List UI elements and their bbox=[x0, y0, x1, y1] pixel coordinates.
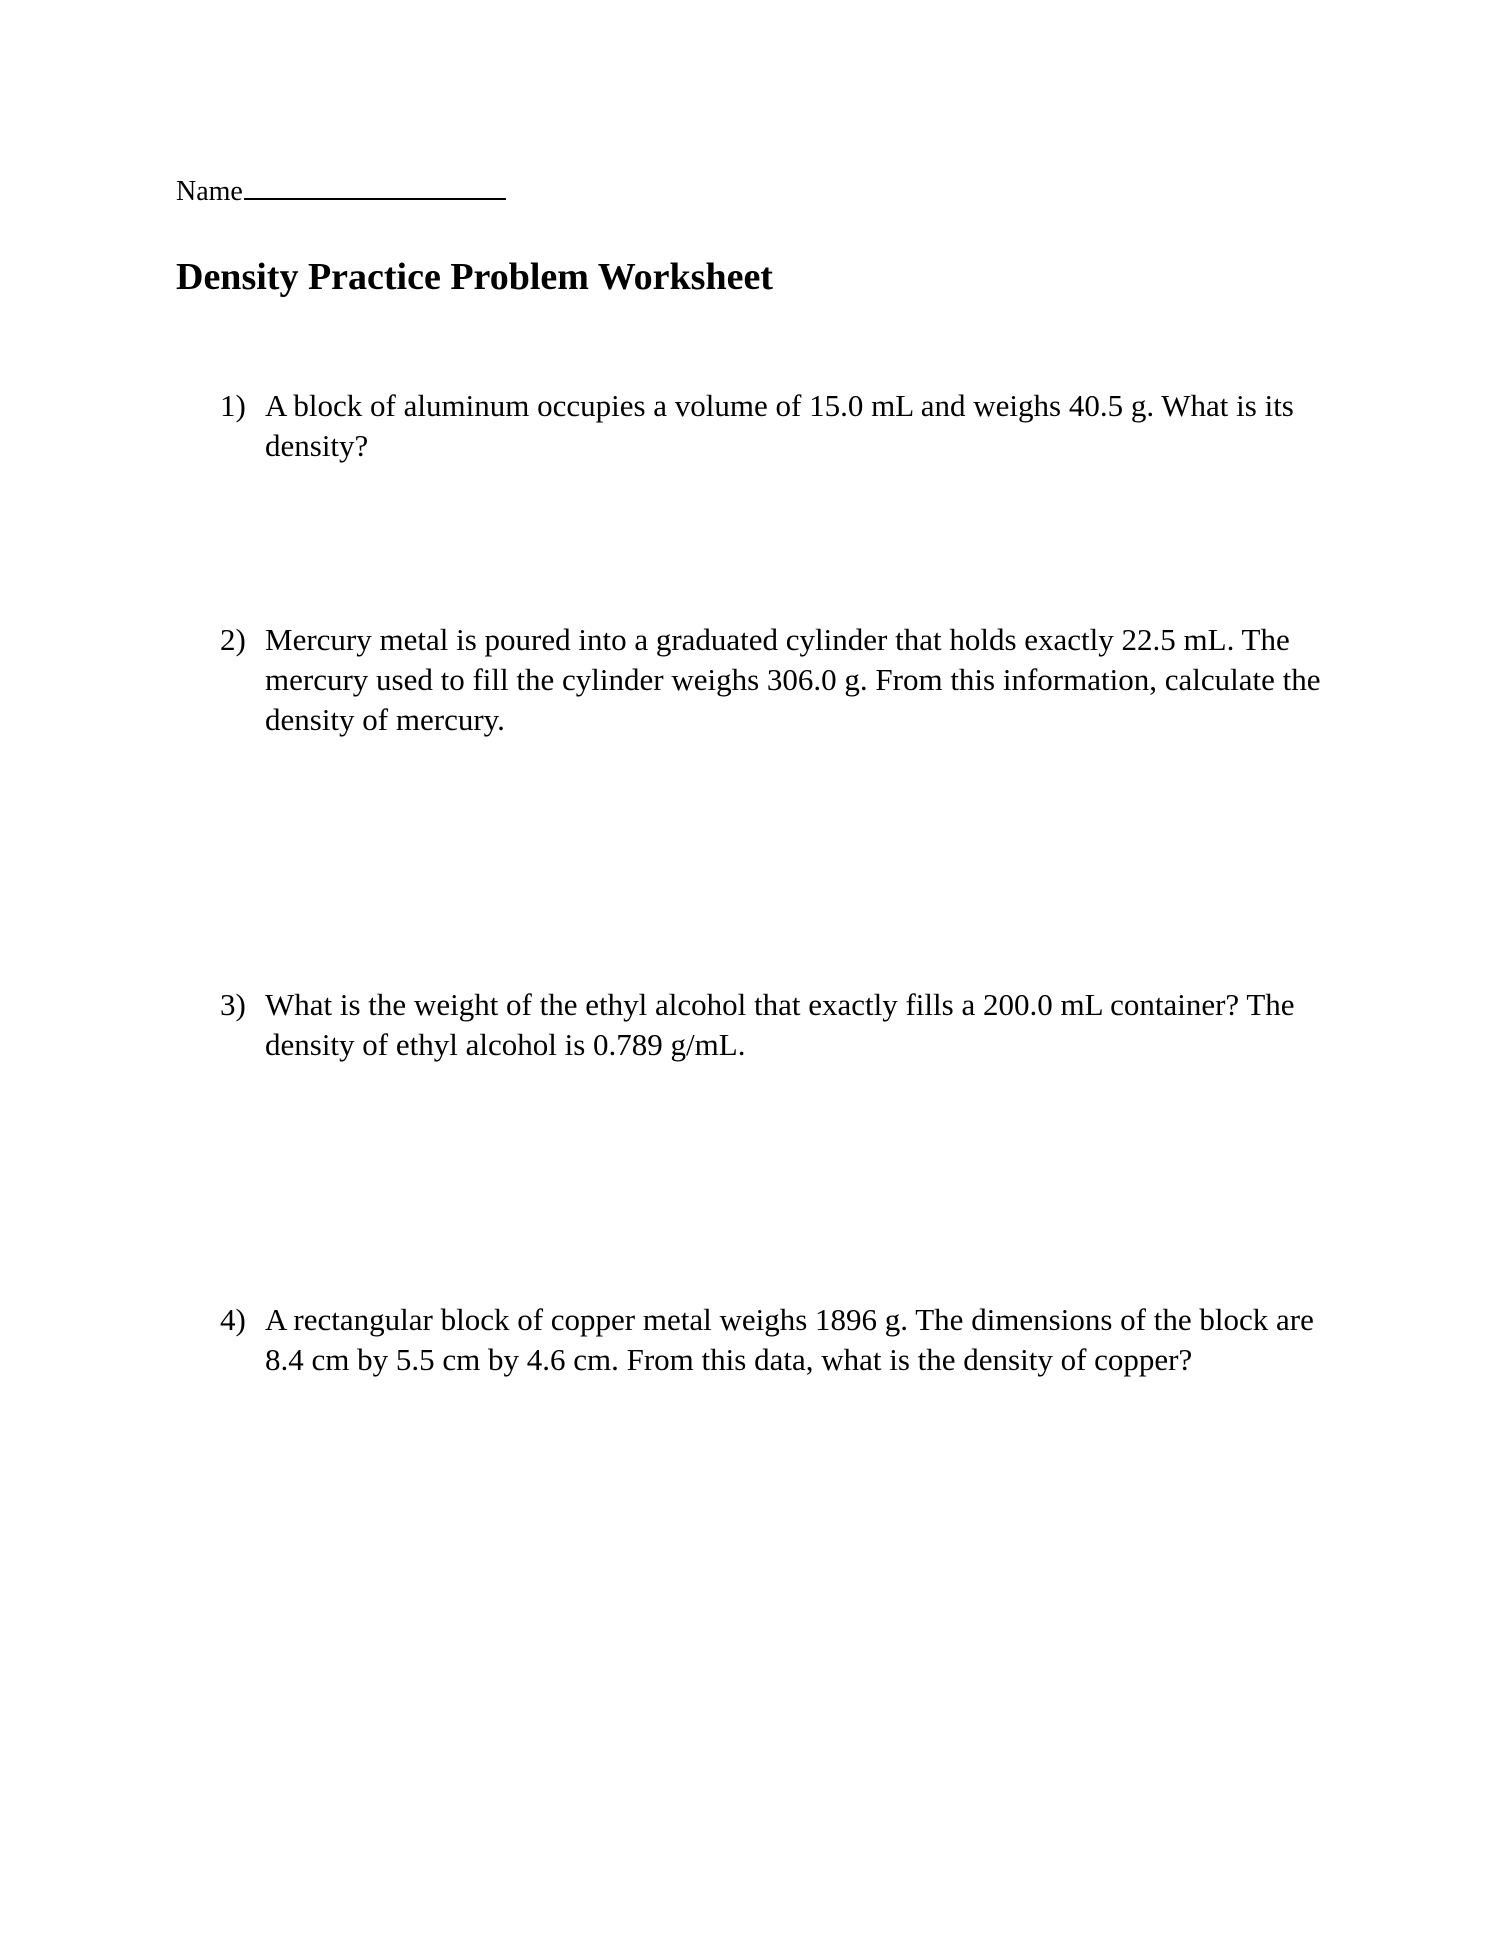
problem-3 bbox=[220, 985, 1340, 1065]
problem-text: A rectangular block of copper metal weighs 1896 g. The dimensions of the block are 8.4 cm by 5.5 cm by 4.6 cm. From this data, what is the density of copper? bbox=[265, 1302, 1314, 1377]
name-field bbox=[176, 172, 506, 210]
problem-text: What is the weight of the ethyl alcohol that exactly fills a 200.0 mL container? The density of ethyl alcohol is 0.789 g/mL. bbox=[265, 987, 1295, 1062]
problem-number: 1) bbox=[220, 388, 246, 423]
problem-number: 3) bbox=[220, 987, 246, 1022]
problem-number: 2) bbox=[220, 622, 246, 657]
problem-1 bbox=[220, 386, 1340, 466]
name-label: Name bbox=[176, 176, 243, 207]
problem-text: A block of aluminum occupies a volume of 15.0 mL and weighs 40.5 g. What is its density? bbox=[265, 388, 1294, 463]
problem-number: 4) bbox=[220, 1302, 246, 1337]
worksheet-title: Density Practice Problem Worksheet bbox=[176, 256, 773, 298]
problem-2 bbox=[220, 620, 1340, 740]
problem-4 bbox=[220, 1300, 1340, 1380]
problem-text: Mercury metal is poured into a graduated cylinder that holds exactly 22.5 mL. The mercury used to fill the cylinder weighs 306.0 g. From this information, calculate the density of mercury. bbox=[265, 622, 1321, 737]
name-blank-line[interactable] bbox=[244, 172, 506, 200]
